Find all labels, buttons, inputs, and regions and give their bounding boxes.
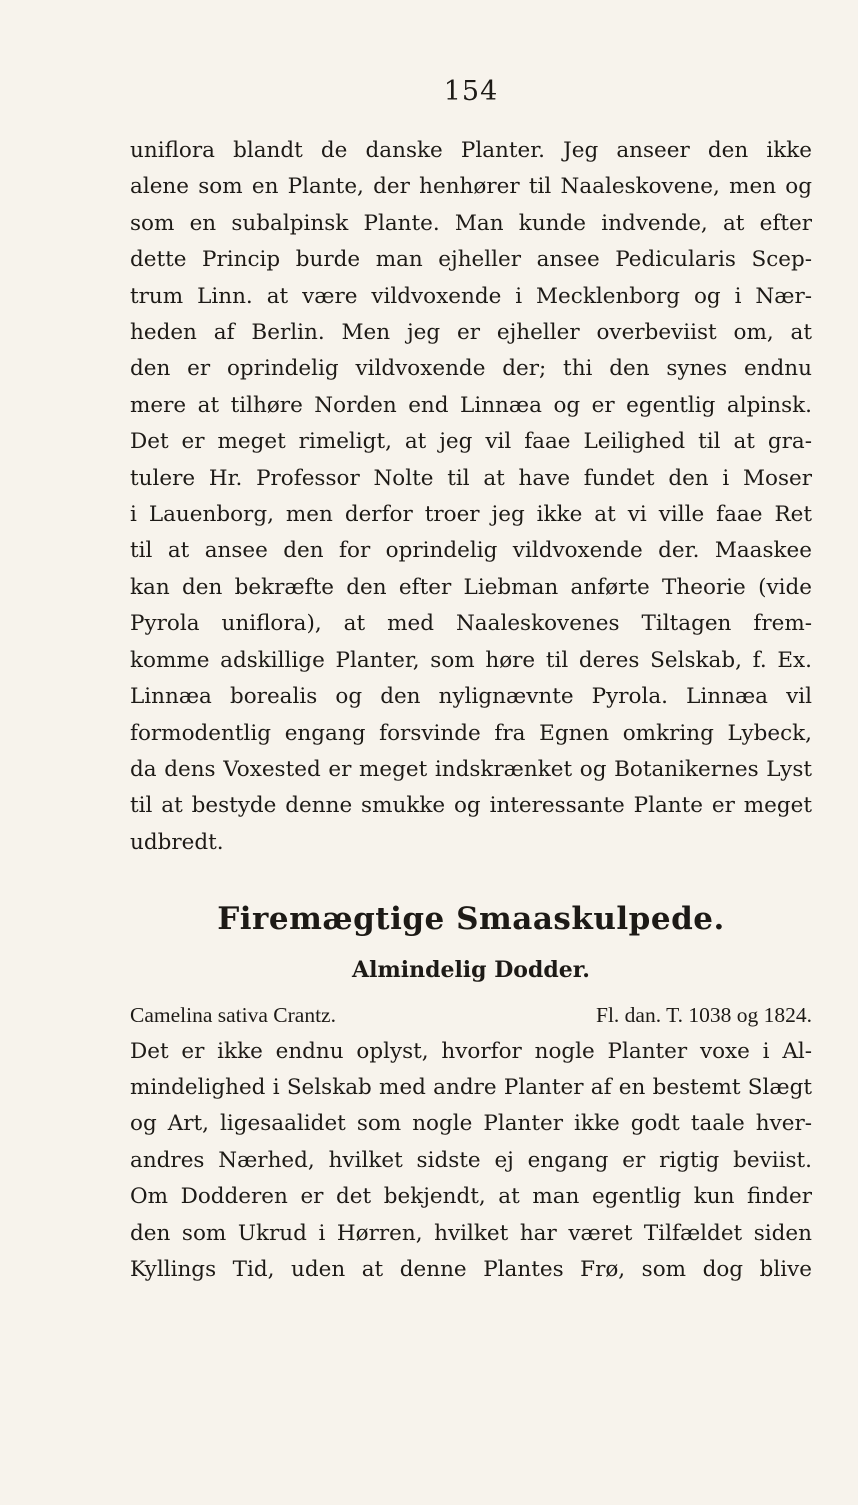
text-line: den som Ukrud i Hørren, hvilket har været Tilfældet siden: [130, 1220, 812, 1246]
text-line: til at ansee den for oprindelig vildvoxende der. Maaskee: [130, 538, 812, 564]
species-reference: Fl. dan. T. 1038 og 1824.: [596, 1003, 812, 1028]
paragraph-1: [130, 133, 812, 861]
text-line: Pyrola uniflora), at med Naaleskovenes Tiltagen frem-: [130, 611, 812, 637]
text-line: og Art, ligesaalidet som nogle Planter ikke godt taale hver-: [130, 1111, 812, 1137]
section-title: Firemægtige Smaaskulpede.: [217, 901, 725, 938]
book-page: [130, 70, 812, 1288]
text-line: Kyllings Tid, uden at denne Plantes Frø, som dog blive: [130, 1256, 812, 1282]
text-line: andres Nærhed, hvilket sidste ej engang er rigtig beviist.: [130, 1147, 812, 1173]
text-line: da dens Voxested er meget indskrænket og Botanikernes Lyst: [130, 756, 812, 782]
text-line: heden af Berlin. Men jeg er ejheller overbeviist om, at: [130, 320, 812, 346]
text-line: Om Dodderen er det bekjendt, at man egentlig kun finder: [130, 1184, 812, 1210]
text-line: den er oprindelig vildvoxende der; thi den synes endnu: [130, 356, 812, 382]
page-number: 154: [443, 76, 499, 107]
text-line: uniflora blandt de danske Planter. Jeg anseer den ikke: [130, 138, 812, 163]
text-line: formodentlig engang forsvinde fra Egnen omkring Lybeck,: [130, 720, 812, 746]
text-line: til at bestyde denne smukke og interessante Plante er meget: [130, 793, 812, 819]
text-line: komme adskillige Planter, som høre til deres Selskab, f. Ex.: [130, 647, 812, 673]
text-line: dette Princip burde man ejheller ansee Pedicularis Scep-: [130, 247, 812, 273]
text-line: i Lauenborg, men derfor troer jeg ikke at vi ville faae Ret: [130, 502, 812, 528]
paragraph-2: [130, 1034, 812, 1289]
text-line: mindelighed i Selskab med andre Planter af en bestemt Slægt: [130, 1074, 812, 1100]
text-line: tulere Hr. Professor Nolte til at have fundet den i Moser: [130, 465, 812, 491]
species-heading: [130, 997, 812, 1033]
species-name: Camelina sativa Crantz.: [130, 1003, 336, 1028]
text-line: som en subalpinsk Plante. Man kunde indvende, at efter: [130, 210, 812, 236]
text-line: alene som en Plante, der henhører til Naaleskovene, men og: [130, 174, 812, 200]
text-line: udbredt.: [130, 829, 224, 855]
text-line: Linnæa borealis og den nylignævnte Pyrola. Linnæa vil: [130, 684, 812, 710]
text-line: kan den bekræfte den efter Liebman anførte Theorie (vide: [130, 574, 812, 600]
text-line: mere at tilhøre Norden end Linnæa og er egentlig alpinsk.: [130, 392, 812, 418]
text-line: Det er ikke endnu oplyst, hvorfor nogle Planter voxe i Al-: [130, 1038, 812, 1064]
subsection-title: Almindelig Dodder.: [352, 957, 590, 984]
text-line: Det er meget rimeligt, at jeg vil faae Leilighed til at gra-: [130, 429, 812, 455]
text-line: trum Linn. at være vildvoxende i Mecklenborg og i Nær-: [130, 283, 812, 309]
